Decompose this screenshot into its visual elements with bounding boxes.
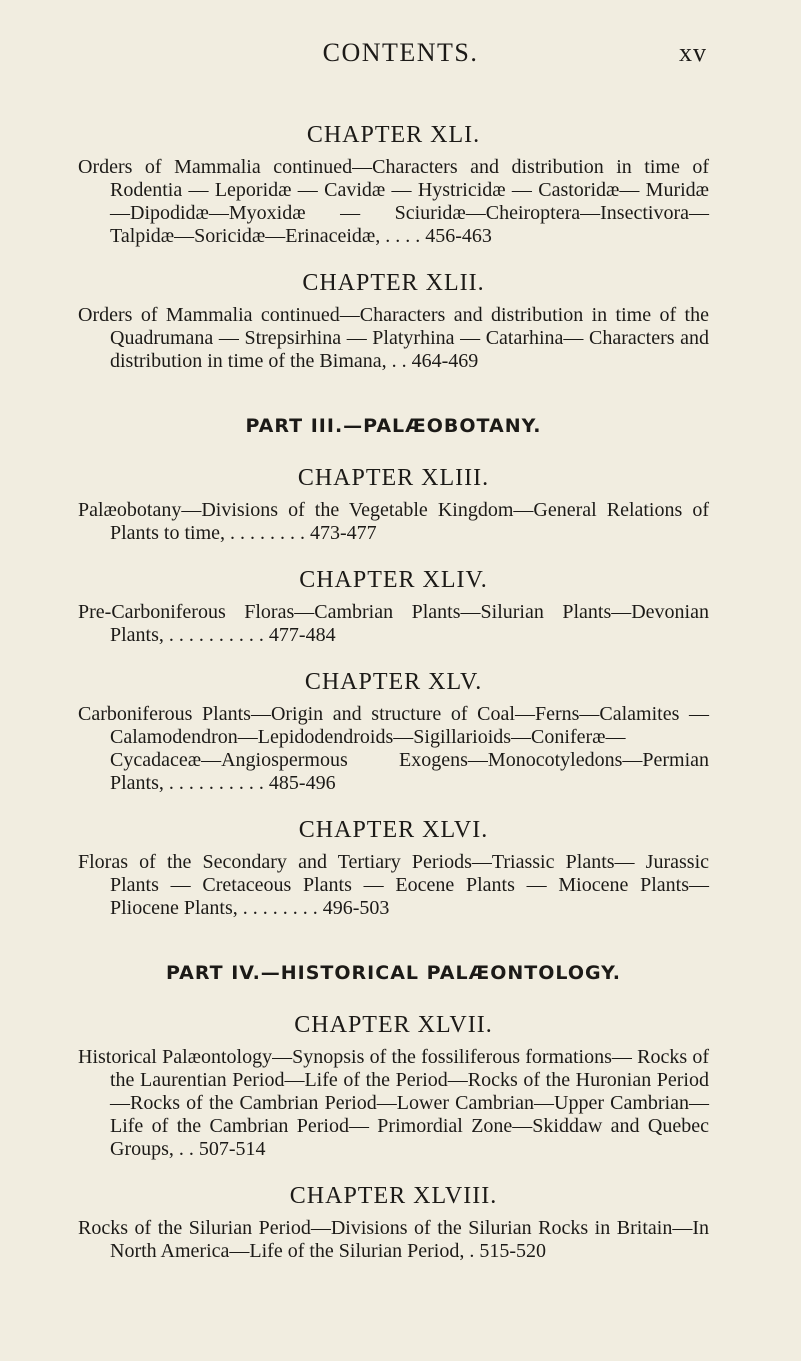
contents-list [78,120,709,1283]
page-range: 507-514 [198,1138,266,1160]
page-range: 485-496 [268,772,336,794]
running-head-title: CONTENTS. [322,38,479,67]
chapter-entry [78,120,709,248]
chapter-entry [78,815,709,920]
chapter-entry [78,565,709,647]
chapter-heading: CHAPTER XLI. [306,122,481,148]
chapter-entry [78,667,709,795]
chapter-description [78,1046,709,1161]
chapter-summary: Palæobotany—Divisions of the Vegetable Kingdom—General Relations of Plants to time, . . . . . . . . [78,499,709,544]
page-range: 515-520 [479,1240,547,1262]
chapter-heading: CHAPTER XLV. [304,669,483,695]
page-range: 477-484 [268,624,336,646]
chapter-heading: CHAPTER XLIV. [299,567,488,593]
chapter-entry [78,1010,709,1161]
page-number: xv [679,38,707,67]
chapter-summary: Floras of the Secondary and Tertiary Periods—Triassic Plants— Jurassic Plants — Cretaceous Plants — Eocene Plants — Miocene Plants—Pliocene Plants, . . . . . . . . [78,851,709,919]
chapter-description [78,156,709,248]
page-range: 473-477 [310,522,377,544]
chapter-summary: Orders of Mammalia continued—Characters and distribution in time of Rodentia — Leporidæ — Cavidæ — Hystricidæ — Castoridæ— Muridæ—Dipodidæ—Myoxidæ — Sciuridæ—Cheiroptera—Insectivora—Talpidæ—Soricidæ—Erinaceidæ, . . . . [78,156,709,247]
chapter-heading: CHAPTER XLII. [302,270,485,296]
chapter-entry [78,268,709,373]
part-heading: PART IV.—HISTORICAL PALÆONTOLOGY. [166,962,621,984]
page-range: 464-469 [411,350,479,372]
page-range: 496-503 [322,897,390,919]
chapter-description [78,703,709,795]
chapter-entry [78,1181,709,1263]
chapter-description [78,304,709,373]
part-heading: PART III.—PALÆOBOTANY. [245,415,542,437]
chapter-heading: CHAPTER XLIII. [297,465,490,491]
chapter-heading: CHAPTER XLVI. [298,817,489,843]
chapter-summary: Carboniferous Plants—Origin and structure of Coal—Ferns—Calamites —Calamodendron—Lepidodendroids—Sigillarioids—Coniferæ— Cycadaceæ—Angiospermous Exogens—Monocotyledons—Permian Plants, . . . . . . . . . . [78,703,709,794]
running-head [0,38,801,78]
chapter-summary: Pre-Carboniferous Floras—Cambrian Plants—Silurian Plants—Devonian Plants, . . . . . . . . . . [78,601,709,646]
chapter-summary: Rocks of the Silurian Period—Divisions of the Silurian Rocks in Britain—In North America—Life of the Silurian Period, . [78,1217,709,1262]
chapter-description [78,851,709,920]
page-range: 456-463 [425,225,492,247]
chapter-summary: Orders of Mammalia continued—Characters and distribution in time of the Quadrumana — Strepsirhina — Platyrhina — Catarhina— Characters and distribution in time of the Bimana, . . [78,304,709,372]
chapter-heading: CHAPTER XLVII. [294,1012,493,1038]
chapter-description [78,499,709,545]
chapter-description [78,1217,709,1263]
chapter-heading: CHAPTER XLVIII. [289,1183,498,1209]
chapter-entry [78,463,709,545]
chapter-description [78,601,709,647]
chapter-summary: Historical Palæontology—Synopsis of the fossiliferous formations— Rocks of the Laurentian Period—Life of the Period—Rocks of the Huronian Period—Rocks of the Cambrian Period—Lower Cambrian—Upper Cambrian—Life of the Cambrian Period— Primordial Zone—Skiddaw and Quebec Groups, . . [78,1046,709,1160]
